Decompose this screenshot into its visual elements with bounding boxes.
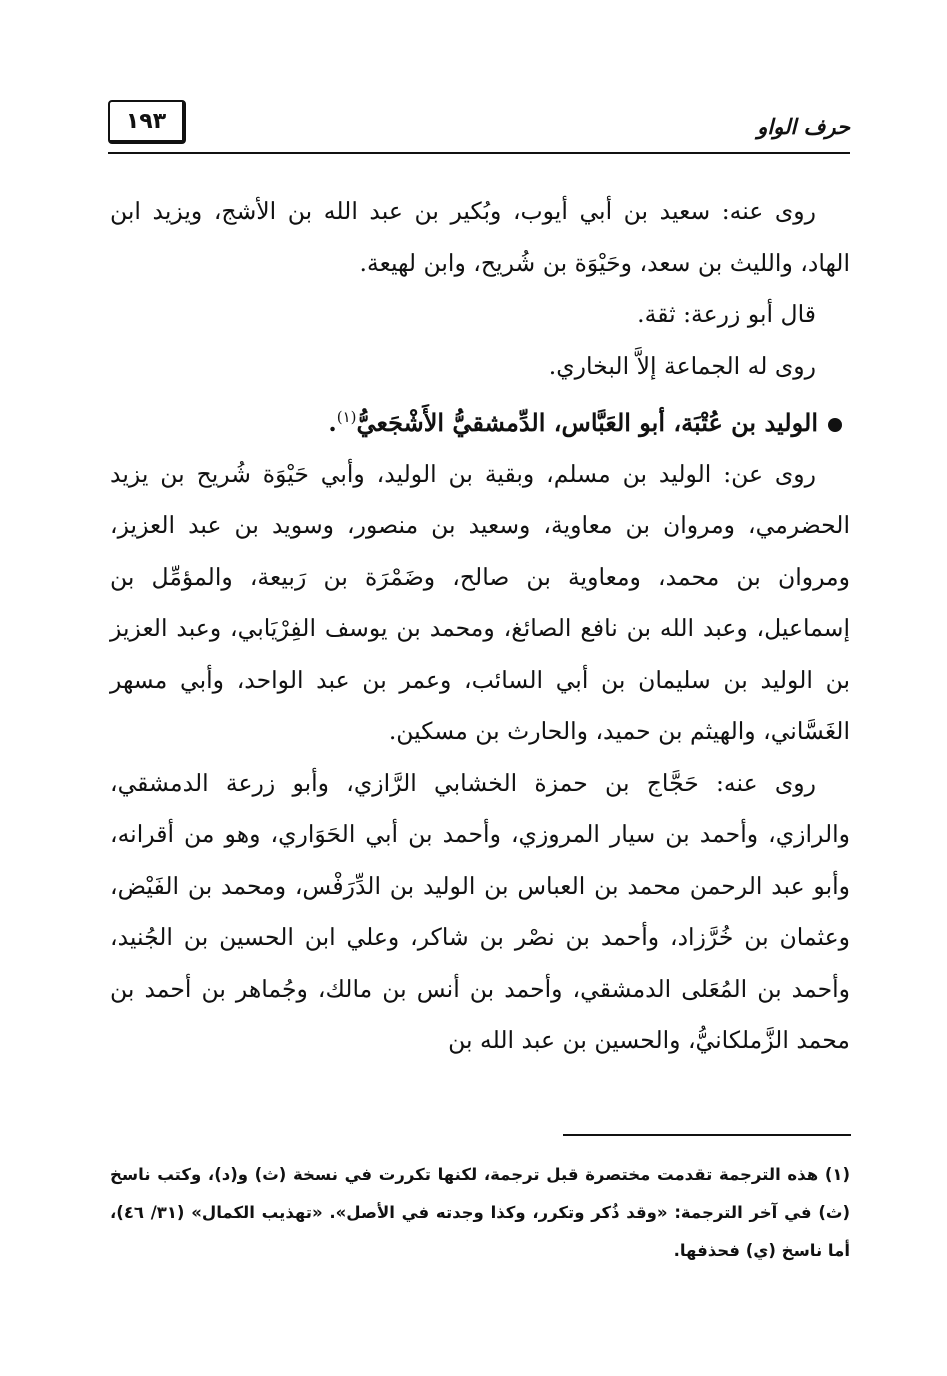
running-title: حرف الواو bbox=[757, 114, 850, 139]
page-header bbox=[108, 100, 850, 160]
body-text bbox=[110, 186, 850, 1067]
footnote-rule bbox=[563, 1134, 851, 1136]
footnote-1: (١) هذه الترجمة تقدمت مختصرة قبل ترجمة، لكنها تكررت في نسخة (ث) و(د)، وكتب ناسخ (ث) في آخر الترجمة: «وقد ذُكر وتكرر، وكذا وجدته في الأصل». «تهذيب الكمال» (٣١/ ٤٦)، أما ناسخ (ي) فحذفها. bbox=[110, 1165, 850, 1260]
entry-heading-end: . bbox=[328, 408, 337, 437]
header-rule bbox=[108, 152, 850, 154]
page-number: ١٩٣ bbox=[108, 100, 186, 144]
paragraph-narrated-by: روى عنه: حَجَّاج بن حمزة الخشابي الرَّازي، وأبو زرعة الدمشقي، والرازي، وأحمد بن سيار المروزي، وأحمد بن أبي الحَوَاري، وهو من أقرانه، وأبو عبد الرحمن محمد بن العباس بن الوليد بن الدِّرَفْس، ومحمد بن الفَيْض، وعثمان بن خُرَّزاد، وأحمد بن نصْر بن شاكر، وعلي ابن الحسين بن الجُنيد، وأحمد بن المُعَلى الدمشقي، وأحمد بن أنس بن مالك، وجُماهر بن أحمد بن محمد الزَّملكانيُّ، والحسين بن عبد الله بن bbox=[110, 768, 850, 1054]
paragraph-narrators-from: روى عنه: سعيد بن أبي أيوب، وبُكير بن عبد الله بن الأشج، ويزيد ابن الهاد، والليث بن سعد، وحَيْوَة بن شُريح، وابن لهيعة. bbox=[110, 197, 850, 277]
paragraph-abu-zura: قال أبو زرعة: ثقة. bbox=[637, 300, 816, 328]
bullet-icon bbox=[828, 418, 842, 432]
footnotes bbox=[110, 1156, 850, 1270]
paragraph-narrated-from: روى عن: الوليد بن مسلم، وبقية بن الوليد، وأبي حَيْوَة شُريح بن يزيد الحضرمي، ومروان بن معاوية، وسعيد بن منصور، وسويد بن عبد العزيز، ومروان بن محمد، ومعاوية بن صالح، وضَمْرَة بن رَبيعة، والمؤمِّل بن إسماعيل، وعبد الله بن نافع الصائغ، ومحمد بن يوسف الفِرْيَابي، وعبد العزيز بن الوليد بن سليمان بن أبي السائب، وعمر بن عبد الواحد، وأبي مسهر الغَسَّاني، والهيثم بن حميد، والحارث بن مسكين. bbox=[110, 459, 850, 745]
entry-heading-text: الوليد بن عُتْبَة، أبو العَبَّاس، الدِّمشقيُّ الأَشْجَعيُّ bbox=[356, 408, 818, 437]
footnote-reference: (١) bbox=[336, 408, 357, 426]
entry-heading bbox=[110, 392, 850, 449]
paragraph-jamaah: روى له الجماعة إلاَّ البخاري. bbox=[548, 351, 816, 380]
